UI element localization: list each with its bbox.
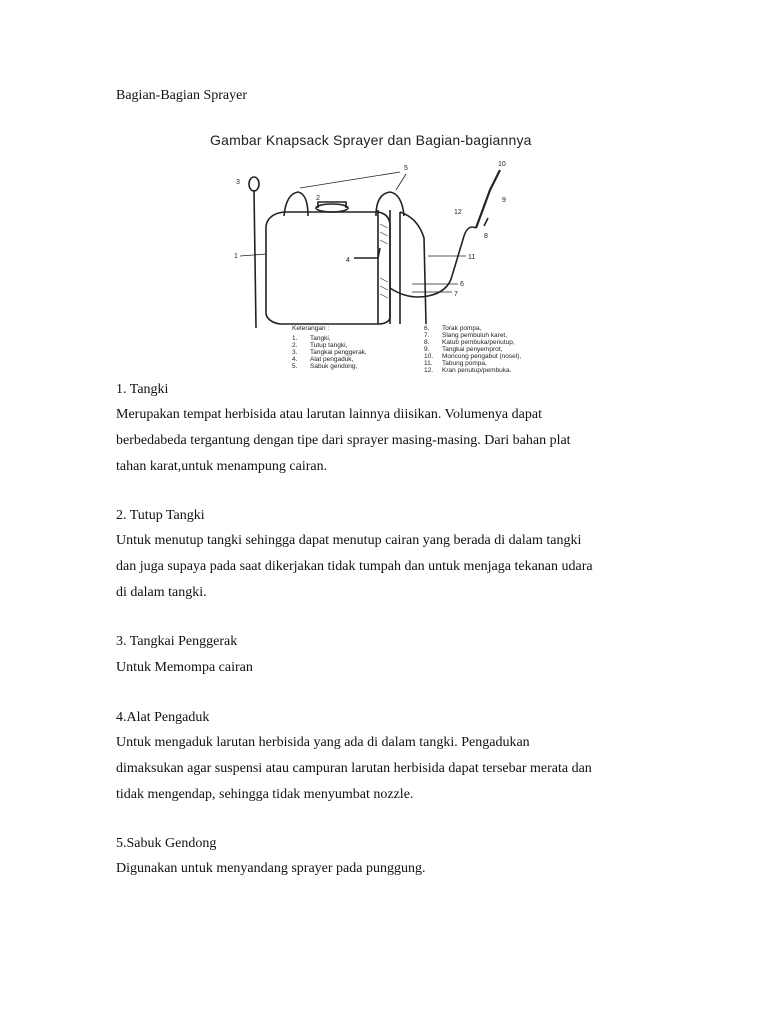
svg-text:Tabung pompa,: Tabung pompa,: [442, 360, 487, 367]
tank-outline: [266, 212, 390, 324]
callout-2: 2: [316, 195, 320, 202]
section-body-tutup-tangki: Untuk menutup tangki sehingga dapat menutup cairan yang berada di dalam tangki dan juga supaya pada saat dikerjakan tidak tumpah dan untuk menjaga tekanan udara di dalam tangki.: [116, 533, 593, 600]
callout-8: 8: [484, 233, 488, 240]
legend-right: [424, 325, 521, 374]
section-heading-tangkai-penggerak: 3. Tangkai Penggerak: [116, 634, 238, 649]
svg-text:5.: 5.: [292, 363, 298, 370]
section-heading-tutup-tangki: 2. Tutup Tangki: [116, 508, 205, 523]
callout-9: 9: [502, 197, 506, 204]
svg-text:10.: 10.: [424, 353, 434, 360]
legend-heading: Keterangan :: [292, 325, 330, 332]
svg-text:3.: 3.: [292, 349, 298, 356]
callout-5: 5: [404, 165, 408, 172]
svg-text:6.: 6.: [424, 325, 430, 332]
svg-text:Tangkai penggerak,: Tangkai penggerak,: [310, 349, 367, 356]
callout-4: 4: [346, 257, 350, 264]
section-body-alat-pengaduk: Untuk mengaduk larutan herbisida yang ada di dalam tangki. Pengadukan dimaksukan agar suspensi atau campuran larutan herbisida dapat tersebar merata dan tidak mengendap, sehingga tidak menyumbat nozzle.: [116, 735, 592, 802]
svg-text:4.: 4.: [292, 356, 298, 363]
svg-text:8.: 8.: [424, 339, 430, 346]
svg-text:Tutup tangki,: Tutup tangki,: [310, 342, 348, 349]
callout-6: 6: [460, 281, 464, 288]
callout-11: 11: [468, 254, 476, 261]
legend-left: [292, 335, 367, 370]
svg-text:Tangki,: Tangki,: [310, 335, 331, 342]
svg-text:7.: 7.: [424, 332, 430, 339]
figure-title: Gambar Knapsack Sprayer dan Bagian-bagiannya: [210, 132, 532, 148]
svg-text:Slang pembuluh karet,: Slang pembuluh karet,: [442, 332, 508, 339]
svg-text:12.: 12.: [424, 367, 434, 374]
section-body-sabuk-gendong: Digunakan untuk menyandang sprayer pada punggung.: [116, 861, 426, 876]
knapsack-sprayer-diagram: [228, 128, 548, 376]
svg-text:Torak pompa,: Torak pompa,: [442, 325, 482, 332]
svg-text:2.: 2.: [292, 342, 298, 349]
tank-lid: [316, 204, 348, 212]
section-body-tangkai-penggerak: Untuk Memompa cairan: [116, 660, 253, 675]
callout-7: 7: [454, 291, 458, 298]
pump-handle: [254, 190, 256, 328]
svg-text:Sabuk gendong,: Sabuk gendong,: [310, 363, 358, 370]
page-title: Bagian-Bagian Sprayer: [116, 88, 248, 103]
section-heading-sabuk-gendong: 5.Sabuk Gendong: [116, 836, 217, 851]
callout-3: 3: [236, 179, 240, 186]
svg-text:Tangkai penyemprot,: Tangkai penyemprot,: [442, 346, 503, 353]
pump-cylinder: [378, 210, 400, 324]
svg-text:9.: 9.: [424, 346, 430, 353]
callout-12: 12: [454, 209, 462, 216]
svg-text:Katub pembuka/penutup,: Katub pembuka/penutup,: [442, 339, 515, 346]
section-heading-alat-pengaduk: 4.Alat Pengaduk: [116, 710, 210, 725]
callout-10: 10: [498, 161, 506, 168]
svg-text:1.: 1.: [292, 335, 298, 342]
callout-1: 1: [234, 253, 238, 260]
section-body-tangki: Merupakan tempat herbisida atau larutan lainnya diisikan. Volumenya dapat berbedabeda tergantung dengan tipe dari sprayer masing-masing. Dari bahan plat tahan karat,untuk menampung cairan.: [116, 407, 571, 474]
svg-text:11.: 11.: [424, 360, 433, 367]
svg-text:Alat pengaduk,: Alat pengaduk,: [310, 356, 354, 363]
svg-text:Moncong pengabut (nosel),: Moncong pengabut (nosel),: [442, 353, 522, 360]
svg-text:Kran penutup/pembuka.: Kran penutup/pembuka.: [442, 367, 512, 374]
section-heading-tangki: 1. Tangki: [116, 382, 169, 397]
